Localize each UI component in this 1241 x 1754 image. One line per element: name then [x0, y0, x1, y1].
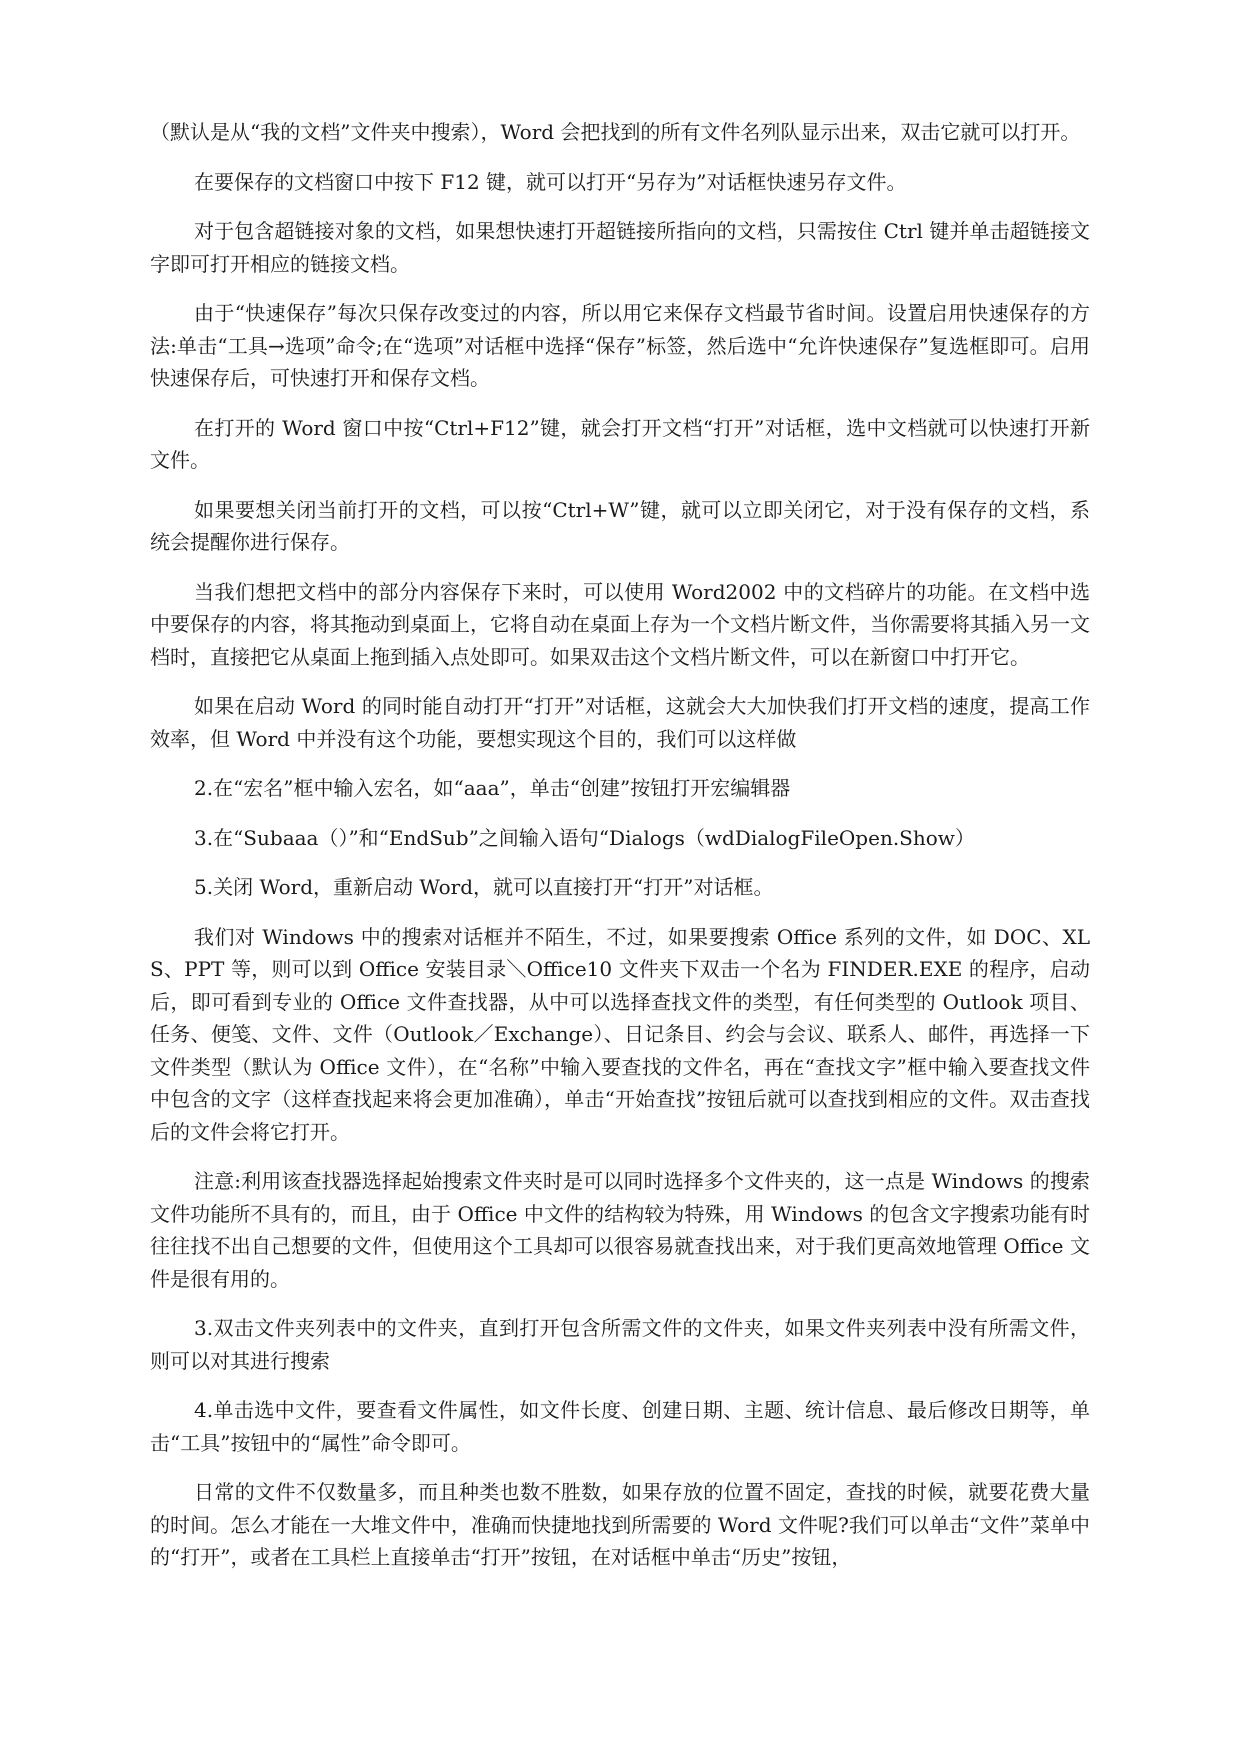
paragraph-9: 2.在“宏名”框中输入宏名，如“aaa”，单击“创建”按钮打开宏编辑器	[194, 776, 791, 800]
paragraph-15: 4.单击选中文件，要查看文件属性，如文件长度、创建日期、主题、统计信息、最后修改日期等，单击“工具”按钮中的“属性”命令即可。	[150, 1398, 1090, 1455]
paragraph-10: 3.在“Subaaa（）”和“EndSub”之间输入语句“Dialogs（wdDialogFileOpen.Show）	[194, 825, 975, 850]
paragraph-6: 如果要想关闭当前打开的文档，可以按“Ctrl+W”键，就可以立即关闭它，对于没有保存的文档，系统会提醒你进行保存。	[150, 497, 1090, 554]
paragraph-11: 5.关闭 Word，重新启动 Word，就可以直接打开“打开”对话框。	[194, 875, 774, 899]
paragraph-3: 对于包含超链接对象的文档，如果想快速打开超链接所指向的文档，只需按住 Ctrl 键并单击超链接文字即可打开相应的链接文档。	[150, 219, 1090, 276]
paragraph-1: （默认是从“我的文档”文件夹中搜索），Word 会把找到的所有文件名列队显示出来，双击它就可以打开。	[150, 120, 1081, 144]
paragraph-2: 在要保存的文档窗口中按下 F12 键，就可以打开“另存为”对话框快速另存文件。	[194, 169, 907, 194]
paragraph-5: 在打开的 Word 窗口中按“Ctrl+F12”键，就会打开文档“打开”对话框，选中文档就可以快速打开新文件。	[150, 415, 1090, 472]
document-body	[150, 116, 1090, 1591]
paragraph-16: 日常的文件不仅数量多，而且种类也数不胜数，如果存放的位置不固定，查找的时候，就要花费大量的时间。怎么才能在一大堆文件中，准确而快捷地找到所需要的 Word 文件呢?我们可以单击“文件”菜单中的“打开”，或者在工具栏上直接单击“打开”按钮，在对话框中单击“历史”按钮，	[150, 1480, 1090, 1569]
paragraph-14: 3.双击文件夹列表中的文件夹，直到打开包含所需文件的文件夹，如果文件夹列表中没有所需文件，则可以对其进行搜索	[150, 1316, 1090, 1373]
paragraph-12: 我们对 Windows 中的搜索对话框并不陌生，不过，如果要搜索 Office 系列的文件，如 DOC、XLS、PPT 等，则可以到 Office 安装目录＼Office10 文件夹下双击一个名为 FINDER.EXE 的程序，启动后，即可看到专业的 Office 文件查找器，从中可以选择查找文件的类型，有任何类型的 Outlook 项目、任务、便笺、文件、文件（Outlook／Exchange）、日记条目、约会与会议、联系人、邮件，再选择一下文件类型（默认为 Office 文件），在“名称”中输入要查找的文件名，再在“查找文字”框中输入要查找文件中包含的文字（这样查找起来将会更加准确），单击“开始查找”按钮后就可以查找到相应的文件。双击查找后的文件会将它打开。	[150, 924, 1090, 1144]
paragraph-4: 由于“快速保存”每次只保存改变过的内容，所以用它来保存文档最节省时间。设置启用快速保存的方法:单击“工具→选项”命令;在“选项”对话框中选择“保存”标签，然后选中“允许快速保存”复选框即可。启用快速保存后，可快速打开和保存文档。	[150, 301, 1090, 390]
paragraph-13: 注意:利用该查找器选择起始搜索文件夹时是可以同时选择多个文件夹的，这一点是 Windows 的搜索文件功能所不具有的，而且，由于 Office 中文件的结构较为特殊，用 Windows 的包含文字搜索功能有时往往找不出自己想要的文件，但使用这个工具却可以很容易就查找出来，对于我们更高效地管理 Office 文件是很有用的。	[150, 1169, 1090, 1291]
paragraph-7: 当我们想把文档中的部分内容保存下来时，可以使用 Word2002 中的文档碎片的功能。在文档中选中要保存的内容，将其拖动到桌面上，它将自动在桌面上存为一个文档片断文件，当你需要将其插入另一文档时，直接把它从桌面上拖到插入点处即可。如果双击这个文档片断文件，可以在新窗口中打开它。	[150, 579, 1090, 669]
paragraph-8: 如果在启动 Word 的同时能自动打开“打开”对话框，这就会大大加快我们打开文档的速度，提高工作效率，但 Word 中并没有这个功能，要想实现这个目的，我们可以这样做	[150, 694, 1090, 751]
